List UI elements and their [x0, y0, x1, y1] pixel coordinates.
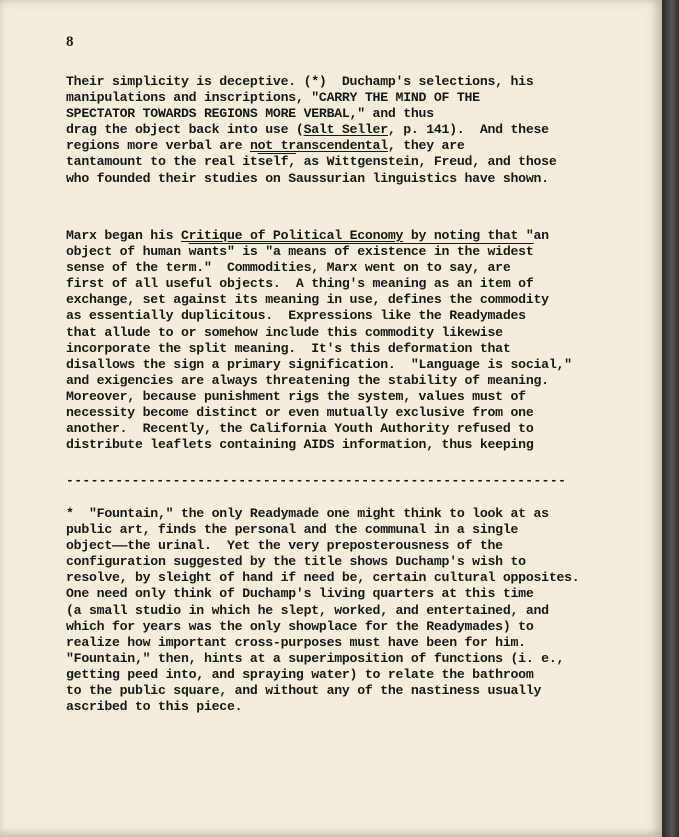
- text-line: to the public square, and without any of the nastiness usually: [66, 683, 542, 699]
- text-line: manipulations and inscriptions, "CARRY THE MIND OF THE: [66, 90, 480, 106]
- text-line: resolve, by sleight of hand if need be, certain cultural opposites.: [66, 570, 580, 586]
- footnote-divider: -------------------------------------------------------------: [66, 473, 567, 488]
- text-line: drag the object back into use (Salt Seller, p. 141). And these: [66, 122, 549, 138]
- text-line: object of human wants" is "a means of existence in the widest: [66, 244, 534, 260]
- text-line: ascribed to this piece.: [66, 699, 243, 715]
- underlined-phrase: not transcendental: [249, 138, 388, 154]
- text-line: One need only think of Duchamp's living quarters at this time: [66, 586, 534, 602]
- text-line: distribute leaflets containing AIDS information, thus keeping: [66, 437, 534, 453]
- text-line: as essentially duplicitous. Expressions like the Readymades: [66, 308, 526, 324]
- text-line: "Fountain," then, hints at a superimposition of functions (i. e.,: [66, 650, 565, 666]
- text-line: * "Fountain," the only Readymade one might think to look at as: [66, 506, 549, 521]
- text-line: incorporate the split meaning. It's this deformation that: [66, 340, 511, 356]
- text-line: object——the urinal. Yet the very preposterousness of the: [66, 538, 503, 554]
- overlined-phrase: wants" is ": [188, 244, 273, 260]
- underlined-title: Critique of Political Economy: [180, 228, 404, 243]
- text-line: SPECTATOR TOWARDS REGIONS MORE VERBAL," and thus: [66, 106, 434, 122]
- text-line: sense of the term." Commodities, Marx went on to say, are: [66, 260, 511, 276]
- paragraph-duchamp: [66, 74, 557, 187]
- text-line: disallows the sign a primary signification. "Language is social,": [66, 356, 572, 372]
- text-line: getting peed into, and spraying water) to relate the bathroom: [66, 666, 534, 682]
- text-line: regions more verbal are not transcendental, they are: [66, 138, 465, 154]
- overlined-word: self,: [257, 154, 296, 170]
- book-gutter: [662, 0, 679, 837]
- text-line: Moreover, because punishment rigs the system, values must of: [66, 388, 526, 404]
- text-line: Marx began his Critique of Political Economy by noting that "an: [66, 228, 549, 243]
- text-line: another. Recently, the California Youth Authority refused to: [66, 421, 534, 437]
- text-line: that allude to or somehow include this commodity likewise: [66, 324, 503, 340]
- text-line: exchange, set against its meaning in use, defines the commodity: [66, 292, 549, 308]
- text-line: which for years was the only showplace for the Readymades) to: [66, 618, 534, 634]
- text-line: first of all useful objects. A thing's meaning as an item of: [66, 276, 534, 292]
- text-line: and exigencies are always threatening the stability of meaning.: [66, 372, 549, 388]
- text-line: who founded their studies on Saussurian linguistics have shown.: [66, 170, 549, 186]
- underlined-title: Salt Seller: [303, 122, 388, 138]
- text-line: (a small studio in which he slept, worked, and entertained, and: [66, 602, 549, 618]
- page-number: 8: [66, 34, 74, 50]
- text-line: tantamount to the real itself, as Wittgenstein, Freud, and those: [66, 154, 557, 170]
- text-line: configuration suggested by the title shows Duchamp's wish to: [66, 554, 526, 570]
- text-line: Their simplicity is deceptive. (*) Duchamp's selections, his: [66, 74, 534, 89]
- text-line: public art, finds the personal and the communal in a single: [66, 522, 519, 538]
- text-line: necessity become distinct or even mutually exclusive from one: [66, 405, 534, 421]
- overlined-phrase: a means of existence in the widest: [272, 244, 534, 260]
- footnote-fountain: [66, 506, 579, 715]
- paragraph-marx: [66, 228, 572, 453]
- text-line: realize how important cross-purposes must have been for him.: [66, 634, 526, 650]
